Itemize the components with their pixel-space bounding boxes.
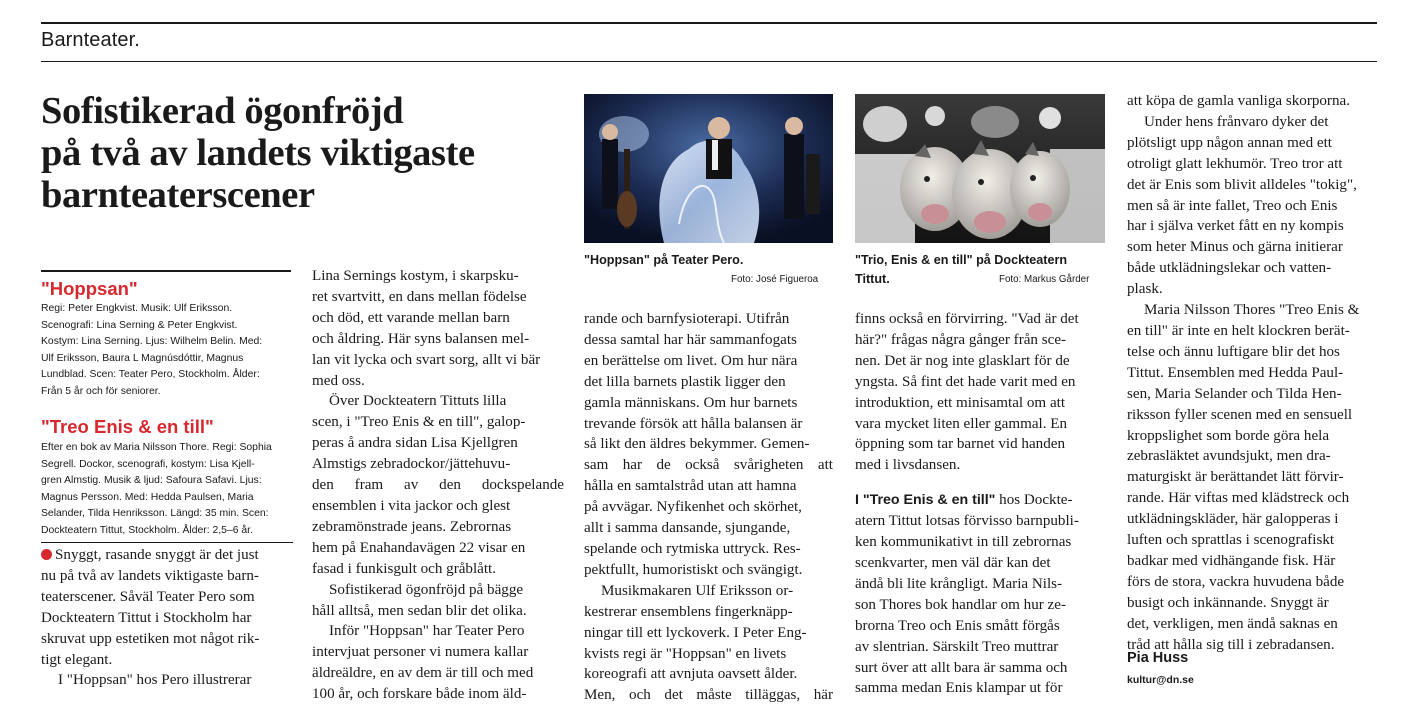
body-line: äldreäldre, en av dem är till och med bbox=[312, 665, 534, 682]
caption-line: "Trio, Enis & en till" på Dockteatern bbox=[855, 253, 1068, 267]
body-line: det är Enis som blivit alldeles "tokig", bbox=[1127, 176, 1357, 193]
hoppsan-photo bbox=[584, 94, 833, 243]
body-line: maturgiskt är berättandet lätt förvir- bbox=[1127, 469, 1344, 486]
body-line: Snyggt, rasande snyggt är det just bbox=[41, 545, 293, 566]
body-line: spelande och rytmiska uttryck. Res- bbox=[584, 540, 801, 557]
body-line: fasad i funkisgult och gråblått. bbox=[312, 560, 497, 577]
body-line: samma medan Enis klampar ut för bbox=[855, 680, 1063, 697]
body-line: zebramönstrade jeans. Zebrornas bbox=[312, 518, 512, 535]
body-line: nu på två av landets viktigaste barn- bbox=[41, 567, 259, 584]
body-line: surt över att allt bara är samma och bbox=[855, 659, 1068, 676]
byline-author: Pia Huss bbox=[1127, 650, 1189, 666]
body-line: pektfullt, humoristiskt och svängigt. bbox=[584, 561, 803, 578]
body-line: på avvägar. Nyfikenhet och skörhet, bbox=[584, 499, 802, 516]
body-line: kvists regi är "Hoppsan" en livets bbox=[584, 645, 787, 662]
body-line: tråd att hålla sig till i zebradansen. bbox=[1127, 636, 1335, 653]
body-line: dessa samtal har här sammanfogats bbox=[584, 331, 797, 348]
body-line: tigt elegant. bbox=[41, 651, 113, 668]
treo-enis-photo bbox=[855, 94, 1105, 243]
body-line: hem på Enahandavägen 22 visar en bbox=[312, 539, 526, 556]
body-line: hålla en samtalstråd utan att hamna bbox=[584, 478, 797, 495]
factbox-line: Scenografi: Lina Serning & Peter Engkvist. bbox=[41, 319, 238, 331]
body-line: plask. bbox=[1127, 281, 1163, 298]
body-line: här?" frågas några gånger från sce- bbox=[855, 331, 1067, 348]
body-line: I "Treo Enis & en till" hos Dockte- bbox=[855, 492, 1073, 509]
body-line: Men, och det måste tilläggas, här bbox=[584, 687, 833, 704]
body-line: gamla människans. Om hur barnets bbox=[584, 394, 798, 411]
headline-line: barnteaterscener bbox=[41, 174, 315, 216]
body-line: och åldring. Här syns balansen mel- bbox=[312, 330, 530, 347]
article-column-1 bbox=[41, 545, 293, 691]
factbox-line: gren Almstig. Musik & ljud: Safoura Safavi. Ljus: bbox=[41, 475, 262, 486]
headline bbox=[41, 90, 581, 216]
body-line: Almstigs zebradockor/jättehuvu- bbox=[312, 456, 511, 473]
subhead-lead: I "Treo Enis & en till" bbox=[855, 492, 996, 509]
body-line: så likt den äldres bekymmer. Gemen- bbox=[584, 436, 810, 453]
body-line: koreografi att avnjuta oavsett ålder. bbox=[584, 666, 798, 683]
article-column-2 bbox=[312, 266, 564, 705]
factbox-line: Segrell. Dockor, scenografi, kostym: Lisa Kjell- bbox=[41, 458, 255, 470]
body-line: peras å andra sidan Lisa Kjellgren bbox=[312, 435, 518, 452]
byline-email[interactable]: kultur@dn.se bbox=[1127, 674, 1194, 686]
body-line: Över Dockteatern Tittuts lilla bbox=[329, 393, 507, 410]
body-line: teaterscener. Såväl Teater Pero som bbox=[41, 588, 255, 605]
body-line: Lina Sernings kostym, i skarpsku- bbox=[312, 268, 519, 284]
body-line: att köpa de gamla vanliga skorporna. bbox=[1127, 93, 1350, 109]
factbox-line: Ulf Eriksson, Baura L Magnúsdóttir, Magnus bbox=[41, 352, 244, 364]
hoppsan-photo-credit: Foto: José Figueroa bbox=[731, 274, 819, 285]
body-line: Maria Nilsson Thores "Treo Enis & bbox=[1144, 302, 1360, 319]
factbox-1-title: "Hoppsan" bbox=[41, 278, 138, 299]
caption-line: Tittut. bbox=[855, 271, 890, 286]
body-line: vara mycket liten eller gammal. En bbox=[855, 415, 1068, 432]
body-line: som heter Minus och gärna initierar bbox=[1127, 239, 1343, 256]
body-line: Sofistikerad ögonfröjd på bägge bbox=[329, 581, 524, 598]
body-line: med oss. bbox=[312, 372, 365, 389]
body-line: håll alltså, men sedan blir det olika. bbox=[312, 602, 527, 619]
article-column-5 bbox=[1127, 91, 1377, 655]
body-line: en berättelse om livet. Om hur nära bbox=[584, 352, 798, 369]
body-line: intervjuat personer vi numera kallar bbox=[312, 644, 529, 661]
factbox-line: Kostym: Lina Serning. Ljus: Wilhelm Belin. Med: bbox=[41, 336, 263, 347]
body-line: allt i samma dansande, sjungande, bbox=[584, 520, 791, 537]
body-line: det, verkligen, men ändå saknas en bbox=[1127, 615, 1338, 632]
body-line: introduktion, ett minisamtal om att bbox=[855, 394, 1066, 411]
body-line: men så är inte fallet, Treo och Enis bbox=[1127, 197, 1338, 214]
body-line: scen, i "Treo Enis & en till", galop- bbox=[312, 414, 526, 431]
factbox-line: Efter en bok av Maria Nilsson Thore. Regi: Sophia bbox=[41, 442, 272, 453]
hoppsan-photo-caption: "Hoppsan" på Teater Pero. bbox=[584, 253, 744, 267]
body-line: sen, Maria Selander och Tilda Hen- bbox=[1127, 385, 1342, 402]
body-line: skruvat upp estetiken mot något rik- bbox=[41, 630, 260, 647]
bullet-dot-icon bbox=[41, 549, 52, 560]
body-line: plötsligt upp någon annan med ett bbox=[1127, 134, 1332, 151]
body-line: zebrasläktet avundsjukt, men dra- bbox=[1127, 448, 1331, 465]
body-line: Musikmakaren Ulf Eriksson or- bbox=[601, 582, 794, 599]
body-line: lan vit lycka och svart sorg, allt vi bär bbox=[312, 351, 541, 368]
body-line: utklädningskläder, här galopperas i bbox=[1127, 511, 1339, 528]
body-line: förs de stora, vackra huvudena både bbox=[1127, 573, 1345, 590]
body-line: yngsta. Så fint det hade varit med en bbox=[855, 373, 1076, 390]
factbox-line: Lundblad. Scen: Teater Pero, Stockholm. Ålder: bbox=[41, 369, 260, 380]
body-line: busigt och inkännande. Snyggt är bbox=[1127, 594, 1329, 611]
body-line: atern Tittut lotsas förvisso barnpubli- bbox=[855, 513, 1079, 530]
body-line: har i själva verket fått en ny kompis bbox=[1127, 218, 1344, 235]
body-line: kroppslighet som borde göra hela bbox=[1127, 427, 1330, 444]
body-line: riksson fyller scenen med en sensuell bbox=[1127, 406, 1353, 423]
factbox-rule bbox=[41, 270, 291, 272]
body-line: kestrerar ensemblens fingerknäpp- bbox=[584, 603, 793, 620]
body-line: med i livsdansen. bbox=[855, 457, 961, 474]
body-line: Tittut. Ensemblen med Hedda Paul- bbox=[1127, 364, 1344, 381]
body-line: sam har de också svårigheten att bbox=[584, 457, 833, 474]
headline-line: Sofistikerad ögonfröjd bbox=[41, 90, 404, 132]
factbox-1-text bbox=[41, 301, 293, 400]
body-line: luften och sprattlas i scenografiskt bbox=[1127, 532, 1335, 549]
body-line: av slentrian. Särskilt Treo muttrar bbox=[855, 638, 1059, 655]
factbox-bottom-rule bbox=[41, 542, 293, 543]
body-line: nen. Det är nog inte glasklart för de bbox=[855, 352, 1070, 369]
factbox-2-title: "Treo Enis & en till" bbox=[41, 416, 214, 437]
body-line: öppning som tar barnet vid handen bbox=[855, 436, 1066, 453]
section-label: Barnteater. bbox=[41, 29, 140, 51]
body-line: Inför "Hoppsan" har Teater Pero bbox=[329, 623, 525, 640]
top-rule bbox=[41, 22, 1377, 24]
body-line: brorna Treo och Enis smått förgås bbox=[855, 617, 1060, 634]
factbox-line: Regi: Peter Engkvist. Musik: Ulf Eriksson. bbox=[41, 303, 233, 314]
body-line: det lilla barnets plastik ligger den bbox=[584, 373, 786, 390]
body-line: badkar med vidhängande fisk. Här bbox=[1127, 552, 1336, 569]
factbox-line: Dockteatern Tittut, Stockholm. Ålder: 2,5–6 år. bbox=[41, 524, 253, 536]
body-line: och död, ett varande mellan barn bbox=[312, 309, 510, 326]
body-line: ändå bli lite krångligt. Maria Nils- bbox=[855, 575, 1063, 592]
factbox-line: Magnus Persson. Med: Hedda Paulsen, Maria bbox=[41, 491, 254, 503]
body-line: son Thores bok handlar om hur ze- bbox=[855, 596, 1066, 613]
article-column-4 bbox=[855, 309, 1105, 699]
article-column-3 bbox=[584, 309, 833, 706]
body-line: ken kommunikativt in till zebrornas bbox=[855, 534, 1072, 551]
factbox-line: Från 5 år och för seniorer. bbox=[41, 385, 161, 397]
body-line: en till" är inte en helt klockren berät- bbox=[1127, 322, 1350, 339]
factbox-line: Selander, Tilda Henriksson. Längd: 35 min. Scen: bbox=[41, 508, 269, 519]
body-line: ningar till ett lyckoverk. I Peter Eng- bbox=[584, 624, 807, 641]
body-line: 100 år, och forskare både inom äld- bbox=[312, 686, 527, 703]
body-line: Dockteatern Tittut i Stockholm har bbox=[41, 609, 252, 626]
body-line: rande och barnfysioterapi. Utifrån bbox=[584, 311, 790, 327]
body-line: telse och ännu luftigare blir det hos bbox=[1127, 343, 1340, 360]
body-line: ret svartvitt, en dans mellan födelse bbox=[312, 288, 527, 305]
factbox-2-text bbox=[41, 440, 293, 539]
body-line: ensemblen i vita jackor och glest bbox=[312, 497, 511, 514]
body-line: den fram av den dockspelande bbox=[312, 477, 564, 494]
treo-enis-photo-credit: Foto: Markus Gårder bbox=[999, 274, 1090, 285]
body-line: trevande försök att hålla balansen är bbox=[584, 415, 803, 432]
body-line: I "Hoppsan" hos Pero illustrerar bbox=[58, 672, 252, 689]
body-line: rande. Här viftas med klädstreck och bbox=[1127, 490, 1350, 507]
body-line: både utklädningslekar och vatten- bbox=[1127, 260, 1332, 277]
body-line: Under hens frånvaro dyker det bbox=[1144, 113, 1329, 130]
headline-line: på två av landets viktigaste bbox=[41, 132, 475, 174]
body-line: otroligt glatt lekhumör. Treo tror att bbox=[1127, 155, 1343, 172]
section-rule bbox=[41, 61, 1377, 62]
body-line: scenkvarter, men väl där kan det bbox=[855, 554, 1051, 571]
body-line: finns också en förvirring. "Vad är det bbox=[855, 311, 1079, 327]
